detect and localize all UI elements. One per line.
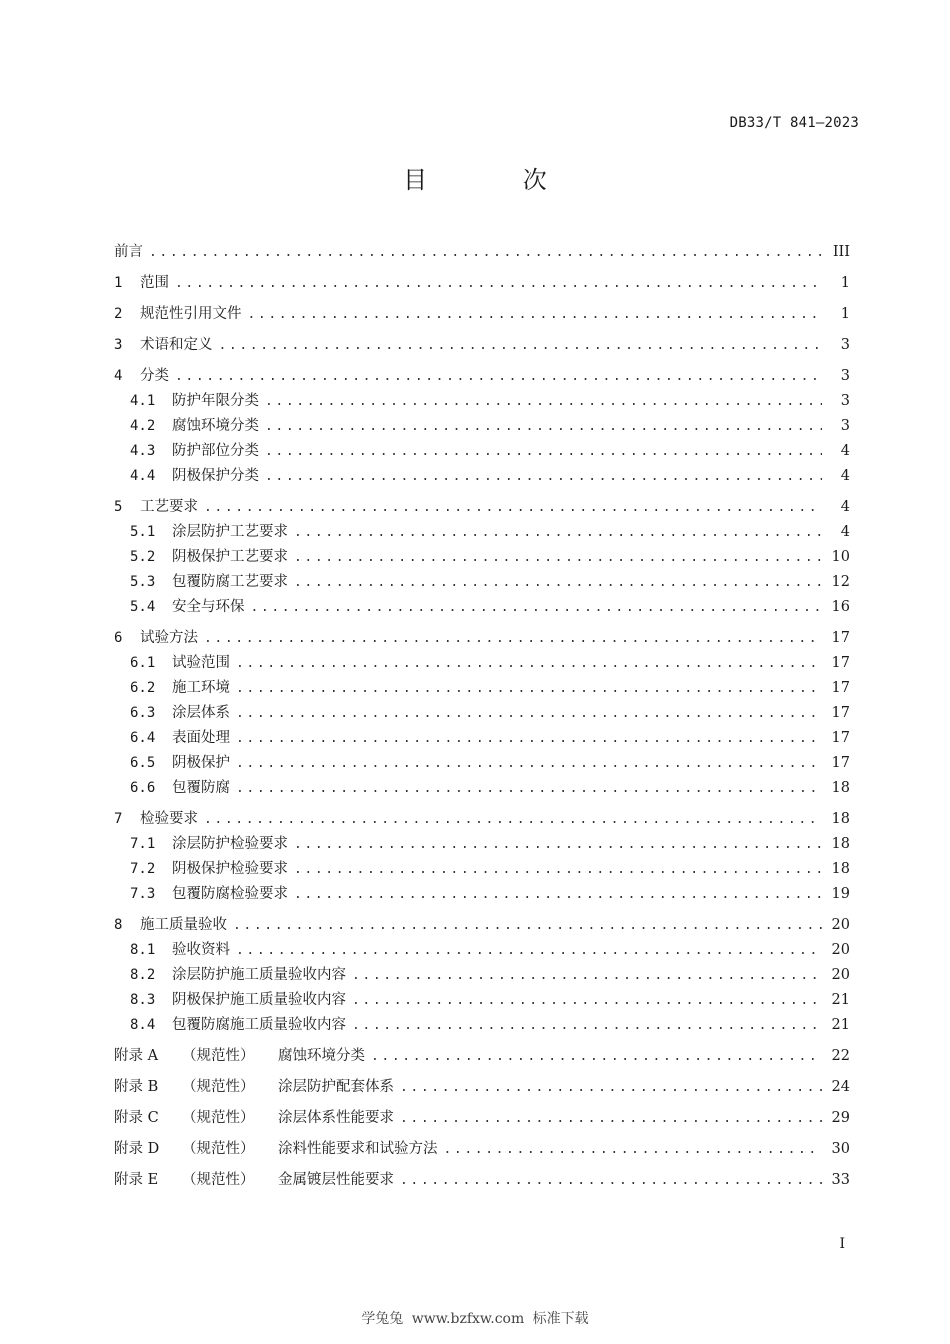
annex-type: （规范性） bbox=[182, 1048, 255, 1064]
toc-entry-page: 4 bbox=[840, 524, 850, 540]
toc-entry[interactable] bbox=[114, 389, 850, 414]
toc-entry[interactable] bbox=[114, 545, 850, 570]
toc-entry-page: 16 bbox=[831, 599, 850, 615]
toc-entry-title: 安全与环保 bbox=[172, 599, 245, 615]
toc-leader-dots bbox=[352, 1013, 822, 1038]
annex-title: 腐蚀环境分类 bbox=[278, 1048, 365, 1064]
toc-entry-page: 19 bbox=[831, 886, 850, 902]
toc-entry-page: 18 bbox=[831, 836, 850, 852]
footer-watermark: 学兔兔 www.bzfxw.com 标准下载 bbox=[361, 1311, 589, 1327]
toc-entry[interactable] bbox=[114, 807, 850, 832]
toc-entry-page: 12 bbox=[831, 574, 850, 590]
toc-entry-page: 1 bbox=[840, 306, 850, 322]
toc-entry-number: 6.6 bbox=[130, 780, 156, 796]
toc-entry[interactable] bbox=[114, 570, 850, 595]
toc-entry-title: 涂层体系 bbox=[172, 705, 230, 721]
toc-leader-dots bbox=[400, 1106, 822, 1131]
toc-entry-number: 6.4 bbox=[130, 730, 156, 746]
toc-entry[interactable] bbox=[114, 520, 850, 545]
toc-entry-title: 前言 bbox=[114, 244, 143, 260]
toc-entry-page: 20 bbox=[831, 942, 850, 958]
toc-entry-number: 6.2 bbox=[130, 680, 156, 696]
toc-entry[interactable] bbox=[114, 938, 850, 963]
toc-leader-dots bbox=[294, 882, 822, 907]
toc-entry-number: 5.2 bbox=[130, 549, 156, 565]
toc-leader-dots bbox=[400, 1168, 822, 1193]
toc-entry-page: 21 bbox=[831, 992, 850, 1008]
toc-leader-dots bbox=[236, 701, 822, 726]
toc-entry-page: 4 bbox=[840, 468, 850, 484]
annex-label: 附录 C bbox=[114, 1110, 159, 1126]
toc-entry-number: 8.3 bbox=[130, 992, 156, 1008]
annex-label: 附录 B bbox=[114, 1079, 159, 1095]
toc-entry-number: 5.4 bbox=[130, 599, 156, 615]
toc-entry-number: 5.1 bbox=[130, 524, 156, 540]
toc-leader-dots bbox=[175, 271, 822, 296]
toc-entry-number: 1 bbox=[114, 275, 123, 291]
toc-entry[interactable] bbox=[114, 364, 850, 389]
toc-annex-entry[interactable] bbox=[114, 1137, 850, 1162]
toc-leader-dots bbox=[294, 545, 822, 570]
toc-leader-dots bbox=[236, 938, 822, 963]
toc-leader-dots bbox=[444, 1137, 823, 1162]
toc-entry-number: 6.1 bbox=[130, 655, 156, 671]
toc-leader-dots bbox=[236, 776, 822, 801]
annex-type: （规范性） bbox=[182, 1172, 255, 1188]
toc-leader-dots bbox=[219, 333, 823, 358]
toc-entry-page: 20 bbox=[831, 917, 850, 933]
toc-entry-number: 5 bbox=[114, 499, 123, 515]
toc-entry-number: 8 bbox=[114, 917, 123, 933]
annex-type: （规范性） bbox=[182, 1110, 255, 1126]
toc-leader-dots bbox=[265, 389, 822, 414]
toc-entry-title: 防护部位分类 bbox=[172, 443, 259, 459]
toc-entry-title: 腐蚀环境分类 bbox=[172, 418, 259, 434]
toc-entry[interactable] bbox=[114, 882, 850, 907]
toc-entry-number: 6.5 bbox=[130, 755, 156, 771]
toc-entry-title: 包覆防腐工艺要求 bbox=[172, 574, 288, 590]
toc-leader-dots bbox=[248, 302, 823, 327]
toc-entry-title: 阴极保护分类 bbox=[172, 468, 259, 484]
toc-leader-dots bbox=[352, 963, 822, 988]
toc-entry-number: 8.1 bbox=[130, 942, 156, 958]
toc-annex-entry[interactable] bbox=[114, 1106, 850, 1131]
toc-entry[interactable] bbox=[114, 701, 850, 726]
annex-label: 附录 D bbox=[114, 1141, 160, 1157]
toc-entry[interactable] bbox=[114, 595, 850, 620]
toc-leader-dots bbox=[294, 857, 822, 882]
toc-entry-number: 2 bbox=[114, 306, 123, 322]
toc-entry-number: 6.3 bbox=[130, 705, 156, 721]
annex-page: 29 bbox=[831, 1110, 850, 1126]
toc-entry-page: 17 bbox=[831, 680, 850, 696]
toc-leader-dots bbox=[236, 726, 822, 751]
toc-entry-page: III bbox=[832, 244, 850, 260]
toc-entry[interactable] bbox=[114, 240, 850, 265]
toc-entry-page: 17 bbox=[831, 730, 850, 746]
toc-entry-number: 8.2 bbox=[130, 967, 156, 983]
annex-label: 附录 E bbox=[114, 1172, 159, 1188]
toc-entry-title: 范围 bbox=[140, 275, 169, 291]
toc-entry-page: 3 bbox=[840, 393, 850, 409]
toc-annex-entry[interactable] bbox=[114, 1075, 850, 1100]
toc-entry-title: 阴极保护 bbox=[172, 755, 230, 771]
toc-entry-title: 工艺要求 bbox=[140, 499, 198, 515]
toc-entry-page: 17 bbox=[831, 630, 850, 646]
toc-entry-title: 涂层防护检验要求 bbox=[172, 836, 288, 852]
annex-type: （规范性） bbox=[182, 1141, 255, 1157]
toc-entry-title: 包覆防腐 bbox=[172, 780, 230, 796]
annex-title: 涂层体系性能要求 bbox=[278, 1110, 394, 1126]
toc-entry-title: 涂层防护施工质量验收内容 bbox=[172, 967, 346, 983]
toc-leader-dots bbox=[265, 439, 822, 464]
toc-entry[interactable] bbox=[114, 439, 850, 464]
toc-entry-number: 5.3 bbox=[130, 574, 156, 590]
toc-annex-entry[interactable] bbox=[114, 1044, 850, 1069]
toc-entry-title: 验收资料 bbox=[172, 942, 230, 958]
annex-page: 22 bbox=[831, 1048, 850, 1064]
toc-entry[interactable] bbox=[114, 626, 850, 651]
toc-leader-dots bbox=[204, 495, 822, 520]
annex-title: 涂料性能要求和试验方法 bbox=[278, 1141, 438, 1157]
toc-entry-number: 4.3 bbox=[130, 443, 156, 459]
toc-entry-number: 8.4 bbox=[130, 1017, 156, 1033]
page-number: I bbox=[839, 1236, 845, 1252]
toc-leader-dots bbox=[294, 520, 822, 545]
toc-entry-page: 4 bbox=[840, 443, 850, 459]
toc-entry-title: 试验方法 bbox=[140, 630, 198, 646]
toc-entry-title: 表面处理 bbox=[172, 730, 230, 746]
toc-entry-page: 3 bbox=[840, 418, 850, 434]
toc-entry[interactable] bbox=[114, 776, 850, 801]
toc-entry-title: 包覆防腐检验要求 bbox=[172, 886, 288, 902]
toc-entry[interactable] bbox=[114, 913, 850, 938]
toc-annex-entry[interactable] bbox=[114, 1168, 850, 1193]
annex-page: 30 bbox=[831, 1141, 850, 1157]
toc-entry-page: 4 bbox=[840, 499, 850, 515]
toc-entry[interactable] bbox=[114, 1013, 850, 1038]
toc-entry[interactable] bbox=[114, 676, 850, 701]
toc-entry[interactable] bbox=[114, 271, 850, 296]
toc-entry-title: 检验要求 bbox=[140, 811, 198, 827]
toc-entry-number: 3 bbox=[114, 337, 123, 353]
toc-entry-title: 阴极保护工艺要求 bbox=[172, 549, 288, 565]
toc-entry-title: 涂层防护工艺要求 bbox=[172, 524, 288, 540]
toc-leader-dots bbox=[204, 807, 822, 832]
toc-leader-dots bbox=[265, 464, 822, 489]
toc-leader-dots bbox=[149, 240, 822, 265]
toc-entry-title: 规范性引用文件 bbox=[140, 306, 242, 322]
toc-entry-page: 10 bbox=[831, 549, 850, 565]
annex-type: （规范性） bbox=[182, 1079, 255, 1095]
toc-leader-dots bbox=[204, 626, 822, 651]
toc-entry-title: 分类 bbox=[140, 368, 169, 384]
toc-entry-title: 试验范围 bbox=[172, 655, 230, 671]
annex-label: 附录 A bbox=[114, 1048, 159, 1064]
toc-entry-number: 7 bbox=[114, 811, 123, 827]
toc-entry[interactable] bbox=[114, 857, 850, 882]
toc-entry[interactable] bbox=[114, 751, 850, 776]
toc-entry-number: 4.2 bbox=[130, 418, 156, 434]
toc-entry[interactable] bbox=[114, 832, 850, 857]
toc-entry-number: 4 bbox=[114, 368, 123, 384]
toc-leader-dots bbox=[236, 651, 822, 676]
toc-entry-number: 4.4 bbox=[130, 468, 156, 484]
toc-entry-number: 4.1 bbox=[130, 393, 156, 409]
annex-title: 金属镀层性能要求 bbox=[278, 1172, 394, 1188]
toc-entry-title: 阴极保护检验要求 bbox=[172, 861, 288, 877]
toc-leader-dots bbox=[294, 570, 822, 595]
toc-leader-dots bbox=[371, 1044, 822, 1069]
toc-entry[interactable] bbox=[114, 414, 850, 439]
toc-entry-page: 18 bbox=[831, 780, 850, 796]
annex-page: 33 bbox=[831, 1172, 850, 1188]
toc-leader-dots bbox=[251, 595, 823, 620]
toc-leader-dots bbox=[233, 913, 822, 938]
toc-entry-title: 防护年限分类 bbox=[172, 393, 259, 409]
toc-entry-title: 阴极保护施工质量验收内容 bbox=[172, 992, 346, 1008]
toc-entry[interactable] bbox=[114, 988, 850, 1013]
toc-entry-number: 7.1 bbox=[130, 836, 156, 852]
toc-leader-dots bbox=[175, 364, 822, 389]
standard-code: DB33/T 841—2023 bbox=[729, 115, 859, 131]
toc-entry-page: 17 bbox=[831, 755, 850, 771]
toc-entry-page: 18 bbox=[831, 811, 850, 827]
annex-title: 涂层防护配套体系 bbox=[278, 1079, 394, 1095]
toc-leader-dots bbox=[400, 1075, 822, 1100]
table-of-contents bbox=[114, 240, 850, 1193]
toc-entry-title: 术语和定义 bbox=[140, 337, 213, 353]
toc-entry[interactable] bbox=[114, 333, 850, 358]
toc-entry-number: 7.2 bbox=[130, 861, 156, 877]
toc-entry-number: 7.3 bbox=[130, 886, 156, 902]
toc-entry[interactable] bbox=[114, 726, 850, 751]
toc-leader-dots bbox=[236, 751, 822, 776]
toc-entry-page: 17 bbox=[831, 705, 850, 721]
toc-entry-page: 18 bbox=[831, 861, 850, 877]
toc-entry-page: 1 bbox=[840, 275, 850, 291]
toc-entry[interactable] bbox=[114, 302, 850, 327]
toc-entry-title: 包覆防腐施工质量验收内容 bbox=[172, 1017, 346, 1033]
toc-entry[interactable] bbox=[114, 963, 850, 988]
toc-entry[interactable] bbox=[114, 651, 850, 676]
toc-leader-dots bbox=[236, 676, 822, 701]
toc-leader-dots bbox=[294, 832, 822, 857]
toc-entry[interactable] bbox=[114, 464, 850, 489]
toc-entry-page: 3 bbox=[840, 337, 850, 353]
annex-page: 24 bbox=[831, 1079, 850, 1095]
toc-entry-page: 21 bbox=[831, 1017, 850, 1033]
toc-leader-dots bbox=[352, 988, 822, 1013]
page-title: 目 次 bbox=[403, 166, 591, 194]
toc-entry-page: 3 bbox=[840, 368, 850, 384]
toc-entry-page: 20 bbox=[831, 967, 850, 983]
toc-leader-dots bbox=[265, 414, 822, 439]
toc-entry-number: 6 bbox=[114, 630, 123, 646]
toc-entry-title: 施工质量验收 bbox=[140, 917, 227, 933]
toc-entry[interactable] bbox=[114, 495, 850, 520]
toc-entry-title: 施工环境 bbox=[172, 680, 230, 696]
toc-entry-page: 17 bbox=[831, 655, 850, 671]
